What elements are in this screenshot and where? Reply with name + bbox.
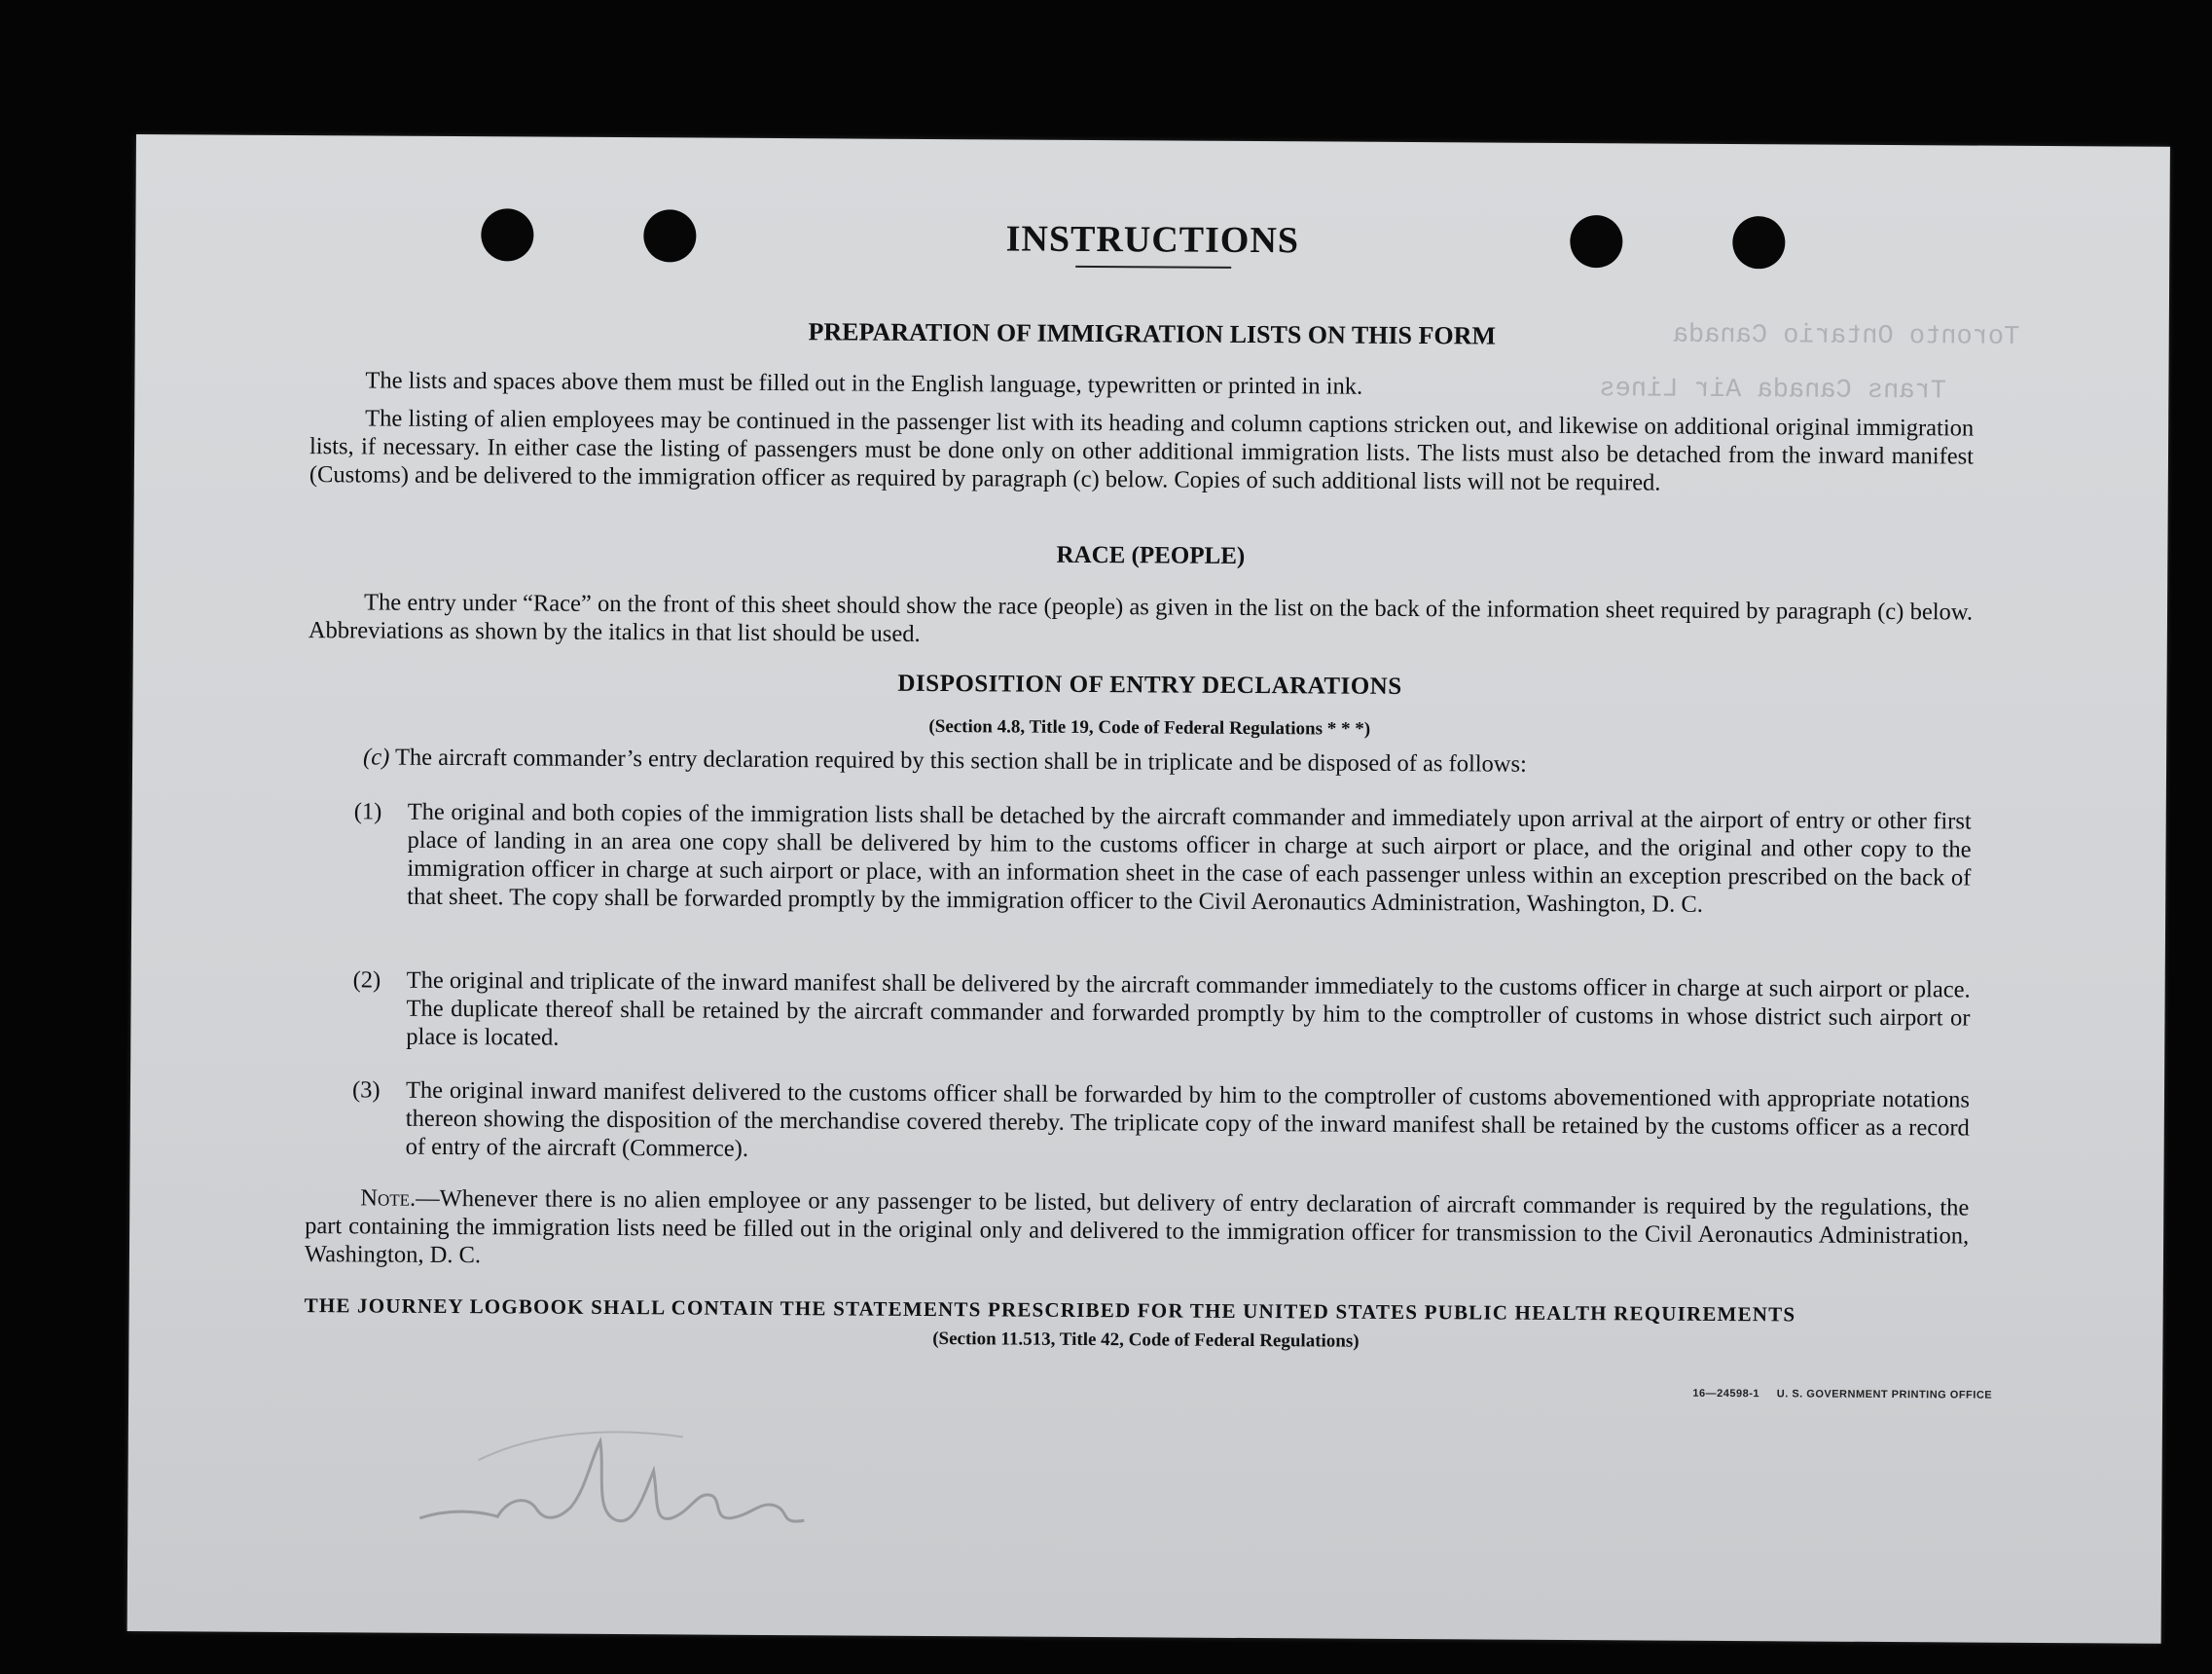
- printer-imprint: U. S. GOVERNMENT PRINTING OFFICE: [1776, 1388, 1993, 1401]
- bleed-through-company: Trans Canada Air Lines: [1599, 375, 1946, 407]
- item-text: The original and triplicate of the inward manifest shall be delivered by the aircraft commander immediately to the customs officer in charge at such airport or place. The duplicate thereof shall be retained by the aircraft commander and forwarded promptly by him to the comptroller of customs in whose district such airport or place is located.: [406, 966, 1971, 1051]
- disposition-intro: [308, 743, 1972, 781]
- item-number: (1): [353, 798, 382, 825]
- note-label: Note.: [360, 1184, 417, 1212]
- bleed-through-location: Toronto Ontario Canada: [1672, 320, 2020, 352]
- note-paragraph: [305, 1183, 1969, 1278]
- form-number: 16—24598-1: [1692, 1387, 1760, 1401]
- page-title: INSTRUCTIONS: [1005, 218, 1300, 262]
- disposition-heading: DISPOSITION OF ENTRY DECLARATIONS: [897, 670, 1402, 700]
- item-number: (2): [352, 966, 381, 994]
- document-page: [127, 134, 2170, 1644]
- preparation-paragraph-1: The lists and spaces above them must be filled out in the English language, typewritten or printed in ink.: [365, 367, 1363, 400]
- printer-footer: [1603, 1387, 1992, 1401]
- preparation-heading: PREPARATION OF IMMIGRATION LISTS ON THIS FORM: [808, 317, 1497, 350]
- title-underline: [1075, 266, 1231, 269]
- disposition-item-1: [353, 798, 1972, 921]
- logbook-citation: (Section 11.513, Title 42, Code of Federal Regulations): [932, 1328, 1360, 1352]
- race-paragraph: The entry under “Race” on the front of this sheet should show the race (people) as given in the list on the back of the information sheet required by paragraph (c) below. Abbreviations as shown by the italics in that list should be used.: [308, 589, 1974, 647]
- disposition-item-2: [352, 966, 1971, 1061]
- preparation-paragraph-2: The listing of alien employees may be continued in the passenger list with its heading and column captions stricken out, and likewise on additional original immigration lists, if necessary. In either case the listing of passengers must be done only on other additional immigration lists. The lists must also be detached from the inward manifest (Customs) and be delivered to the immigration officer as required by paragraph (c) below. Copies of such additional lists will not be required.: [308, 405, 1975, 496]
- disposition-item-3: [351, 1076, 1971, 1171]
- signature-mark: [361, 1401, 868, 1559]
- item-text: The original inward manifest delivered to the customs officer shall be forwarded by him to the comptroller of customs abovementioned with appropriate notations thereon showing the disposition of the merchandise covered thereby. The triplicate copy of the inward manifest shall be retained by the customs officer as a record of entry of the aircraft (Commerce).: [405, 1076, 1971, 1162]
- intro-label: (c): [363, 744, 390, 771]
- item-text: The original and both copies of the immigration lists shall be detached by the aircraft commander and immediately upon arrival at the airport of entry or other first place of landing in an area one copy shall be delivered by him to the customs officer in charge at such airport or place, and the original and other copy to the immigration officer in charge at such airport or place, with an information sheet in the case of each passenger unless within an exception prescribed on the back of that sheet. The copy shall be forwarded promptly by the immigration officer to the Civil Aeronautics Administration, Washington, D. C.: [407, 798, 1972, 918]
- disposition-citation: (Section 4.8, Title 19, Code of Federal Regulations * * *): [928, 715, 1371, 740]
- intro-text: The aircraft commander’s entry declaration required by this section shall be in triplicate and be disposed of as follows:: [394, 744, 1527, 778]
- logbook-statement: THE JOURNEY LOGBOOK SHALL CONTAIN THE STATEMENTS PRESCRIBED FOR THE UNITED STATES PUBLIC HEALTH REQUIREMENTS: [304, 1293, 1796, 1327]
- race-heading: RACE (PEOPLE): [1056, 541, 1246, 569]
- item-number: (3): [351, 1076, 381, 1104]
- note-text: —Whenever there is no alien employee or any passenger to be listed, but delivery of entry declaration of aircraft commander is required by the regulations, the part containing the immigration lists need be filled out in the original only and delivered to the immigration officer for transmission to the Civil Aeronautics Administration, Washington, D. C.: [304, 1184, 1970, 1269]
